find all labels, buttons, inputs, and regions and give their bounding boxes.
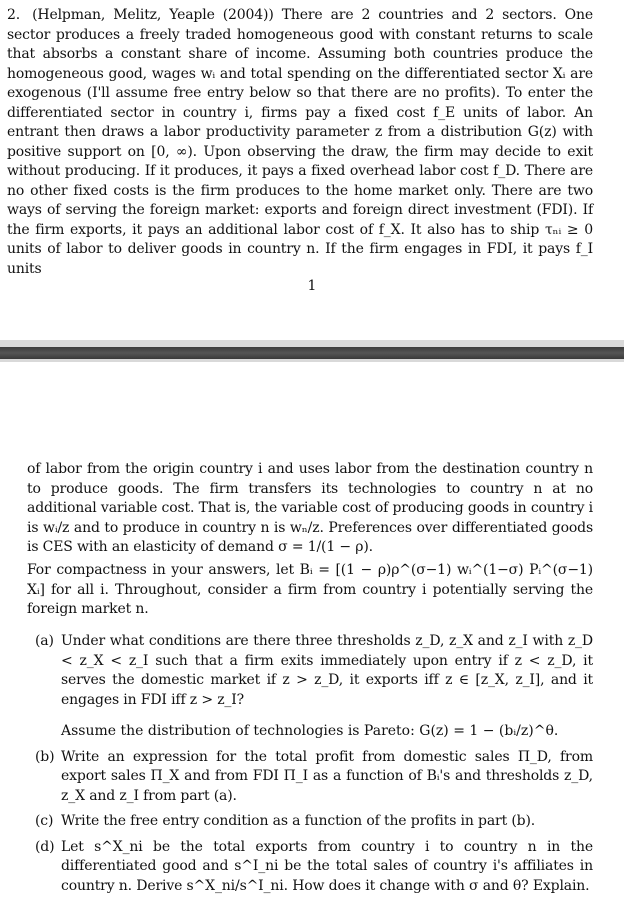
part-a (27, 632, 593, 710)
pareto-assumption: Assume the distribution of technologies is Pareto: G(z) = 1 − (bᵢ/z)^θ. (61, 723, 559, 739)
part-c (27, 812, 593, 832)
page-1 (0, 0, 624, 340)
question-intro-text: (Helpman, Melitz, Yeaple (2004)) There are 2 countries and 2 sectors. One sector produces a freely traded homogeneous good with constant returns to scale that absorbs a constant share of income. Assuming both countries produce the homogeneous good, wages wᵢ and total spending on the differentiated sector Xᵢ are exogenous (I'll assume free entry below so that there are no profits). To enter the differentiated sector in country i, firms pay a fixed cost f_E units of labor. An entrant then draws a labor productivity parameter z from a distribution G(z) with positive support on [0, ∞). Upon observing the draw, the firm may decide to exit without producing. If it produces, it pays a fixed overhead labor cost f_D. There are no other fixed costs is the firm produces to the home market only. There are two ways of serving the foreign market: exports and foreign direct investment (FDI). If the firm exports, it pays an additional labor cost of f_X. It also has to ship τₙᵢ ≥ 0 units of labor to deliver goods in country n. If the firm engages in FDI, it pays f_I units (7, 7, 593, 277)
page-divider-bar (0, 347, 624, 359)
part-b-text: Write an expression for the total profit from domestic sales Π_D, from export sales Π_X and from FDI Π_I as a function of Bᵢ's and thresholds z_D, z_X and z_I from part (a). (61, 748, 593, 804)
page-divider (0, 340, 624, 362)
compactness-paragraph: For compactness in your answers, let Bᵢ = [(1 − ρ)ρ^(σ−1) wᵢ^(1−σ) Pᵢ^(σ−1) Xᵢ] for all i. Throughout, consider a firm from country i potentially serving the foreign market n. (27, 562, 593, 617)
question-number: 2. (7, 7, 21, 23)
part-b (27, 748, 593, 807)
page-number: 1 (307, 278, 317, 294)
part-d-label: (d) (35, 838, 55, 855)
page-2 (0, 362, 624, 912)
part-c-label: (c) (35, 813, 54, 829)
continuation-paragraph: of labor from the origin country i and uses labor from the destination country n to produce goods. The firm transfers its technologies to country n at no additional variable cost. That is, the variable cost of producing goods in country i is wᵢ/z and to produce in country n is wₙ/z. Preferences over differentiated goods is CES with an elasticity of demand σ = 1/(1 − ρ). (27, 461, 593, 555)
part-d (27, 838, 593, 897)
question-2-intro (7, 6, 593, 279)
part-c-text: Write the free entry condition as a function of the profits in part (b). (61, 813, 536, 829)
part-d-text: Let s^X_ni be the total exports from country i to country n in the differentiated good and s^I_ni be the total sales of country i's affiliates in country n. Derive s^X_ni/s^I_ni. How does it change with σ and θ? Explain. (61, 838, 593, 894)
part-a-text: Under what conditions are there three thresholds z_D, z_X and z_I with z_D < z_X < z_I such that a firm exits immediately upon entry if z < z_D, it serves the domestic market if z > z_D, it exports iff z ∈ [z_X, z_I], and it engages in FDI iff z > z_I? (61, 633, 593, 708)
part-a-label: (a) (35, 633, 54, 649)
question-parts (27, 632, 593, 902)
part-b-label: (b) (35, 748, 55, 765)
